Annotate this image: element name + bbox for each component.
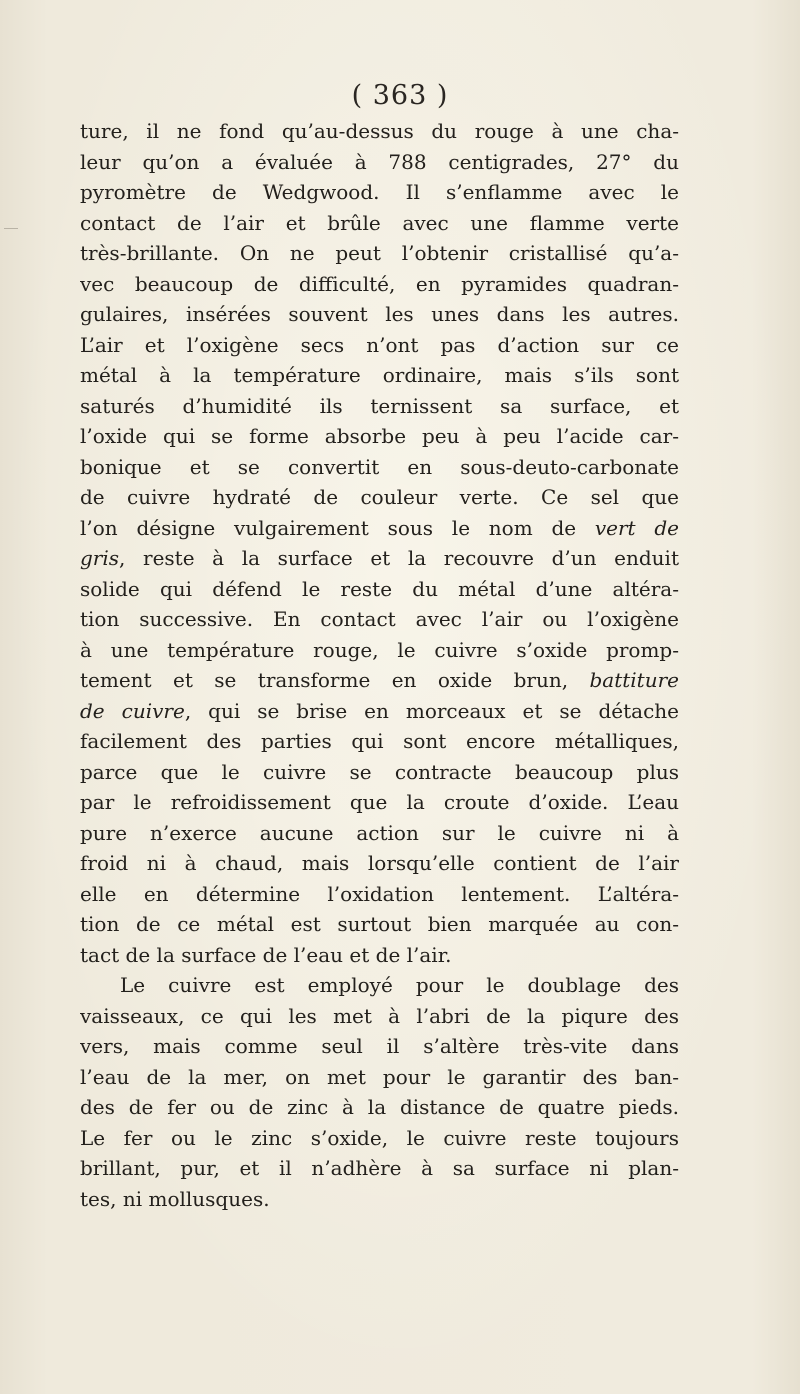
text-line bbox=[80, 696, 679, 727]
text-segment: tact de la surface de l’eau et de l’air. bbox=[80, 942, 452, 967]
margin-mark bbox=[4, 228, 18, 229]
text-line bbox=[80, 452, 679, 483]
text-segment: pyromètre de Wedgwood. Il s’enflamme avec le bbox=[80, 180, 679, 204]
text-segment: tion de ce métal est surtout bien marquée au con- bbox=[80, 912, 679, 936]
text-segment: solide qui défend le reste du métal d’une altéra- bbox=[80, 576, 679, 601]
text-segment: à une température rouge, le cuivre s’oxide promp- bbox=[80, 637, 679, 662]
text-segment: ture, il ne fond qu’au-dessus du rouge à une cha- bbox=[80, 119, 679, 143]
text-line bbox=[80, 330, 679, 361]
text-segment: très-brillante. On ne peut l’obtenir cristallisé qu’a- bbox=[80, 241, 679, 265]
text-segment: facilement des parties qui sont encore métalliques, bbox=[80, 729, 679, 753]
text-segment: des de fer ou de zinc à la distance de quatre pieds. bbox=[80, 1095, 679, 1119]
text-segment: tement et se transforme en oxide brun, bbox=[80, 668, 590, 692]
text-line bbox=[80, 879, 679, 910]
italic-term: vert de bbox=[594, 515, 679, 540]
text-segment: gulaires, insérées souvent les unes dans les autres. bbox=[80, 302, 679, 326]
text-segment: saturés d’humidité ils ternissent sa surface, et bbox=[80, 393, 679, 418]
page-number: ( 363 ) bbox=[351, 80, 449, 111]
text-segment: contact de l’air et brûle avec une flamme verte bbox=[80, 210, 679, 235]
text-line bbox=[80, 1123, 679, 1154]
text-segment: vaisseaux, ce qui les met à l’abri de la piqure des bbox=[80, 1003, 679, 1028]
text-line bbox=[80, 757, 679, 788]
text-line bbox=[80, 604, 679, 635]
text-line bbox=[80, 208, 679, 239]
text-line bbox=[80, 482, 679, 513]
text-line bbox=[80, 116, 679, 147]
text-segment: bonique et se convertit en sous-deuto-carbonate bbox=[80, 454, 679, 479]
text-line bbox=[80, 1062, 679, 1093]
text-segment: brillant, pur, et il n’adhère à sa surface ni plan- bbox=[80, 1156, 679, 1180]
text-line bbox=[80, 513, 679, 544]
text-segment: vec beaucoup de difficulté, en pyramides quadran- bbox=[80, 271, 679, 296]
text-segment: , reste à la surface et la recouvre d’un enduit bbox=[119, 546, 679, 570]
text-segment: L’air et l’oxigène secs n’ont pas d’action sur ce bbox=[80, 332, 679, 357]
text-line bbox=[80, 635, 679, 666]
italic-term: gris bbox=[80, 546, 120, 570]
text-line bbox=[80, 818, 679, 849]
text-segment: , qui se brise en morceaux et se détache bbox=[184, 698, 679, 723]
text-line bbox=[80, 299, 679, 330]
text-segment: parce que le cuivre se contracte beaucoup plus bbox=[80, 759, 679, 784]
text-line bbox=[80, 665, 679, 696]
text-line bbox=[80, 1153, 679, 1184]
text-segment: leur qu’on a évaluée à 788 centigrades, 27° du bbox=[80, 149, 679, 174]
text-segment: l’on désigne vulgairement sous le nom de bbox=[80, 515, 595, 540]
text-segment: l’oxide qui se forme absorbe peu à peu l’acide car- bbox=[80, 424, 679, 448]
text-line bbox=[80, 238, 679, 269]
text-line bbox=[80, 147, 679, 178]
text-line bbox=[80, 940, 679, 971]
text-line bbox=[80, 1001, 679, 1032]
text-line bbox=[80, 848, 679, 879]
text-line bbox=[80, 787, 679, 818]
text-segment: pure n’exerce aucune action sur le cuivre ni à bbox=[80, 820, 679, 845]
italic-term: battiture bbox=[589, 668, 679, 692]
text-segment: par le refroidissement que la croute d’oxide. L’eau bbox=[80, 790, 679, 814]
text-line bbox=[80, 269, 679, 300]
body-text bbox=[80, 116, 679, 1214]
text-line bbox=[80, 726, 679, 757]
text-segment: elle en détermine l’oxidation lentement. L’altéra- bbox=[80, 881, 679, 906]
text-segment: tion successive. En contact avec l’air ou l’oxigène bbox=[80, 607, 679, 631]
text-segment: Le fer ou le zinc s’oxide, le cuivre reste toujours bbox=[80, 1125, 679, 1150]
text-line bbox=[80, 543, 679, 574]
text-line bbox=[80, 574, 679, 605]
text-line bbox=[80, 970, 679, 1001]
text-segment: Le cuivre est employé pour le doublage des bbox=[120, 973, 679, 997]
text-line bbox=[80, 421, 679, 452]
text-segment: tes, ni mollusques. bbox=[80, 1186, 270, 1211]
text-segment: vers, mais comme seul il s’altère très-vite dans bbox=[80, 1034, 679, 1058]
text-segment: l’eau de la mer, on met pour le garantir des ban- bbox=[80, 1064, 679, 1089]
text-segment: froid ni à chaud, mais lorsqu’elle contient de l’air bbox=[80, 851, 679, 875]
text-line bbox=[80, 360, 679, 391]
text-line bbox=[80, 1184, 679, 1215]
text-line bbox=[80, 177, 679, 208]
italic-term: de cuivre bbox=[80, 698, 185, 723]
text-line bbox=[80, 1031, 679, 1062]
text-line bbox=[80, 391, 679, 422]
text-segment: métal à la température ordinaire, mais s’ils sont bbox=[80, 363, 679, 387]
text-line bbox=[80, 909, 679, 940]
text-line bbox=[80, 1092, 679, 1123]
text-segment: de cuivre hydraté de couleur verte. Ce sel que bbox=[80, 485, 679, 509]
